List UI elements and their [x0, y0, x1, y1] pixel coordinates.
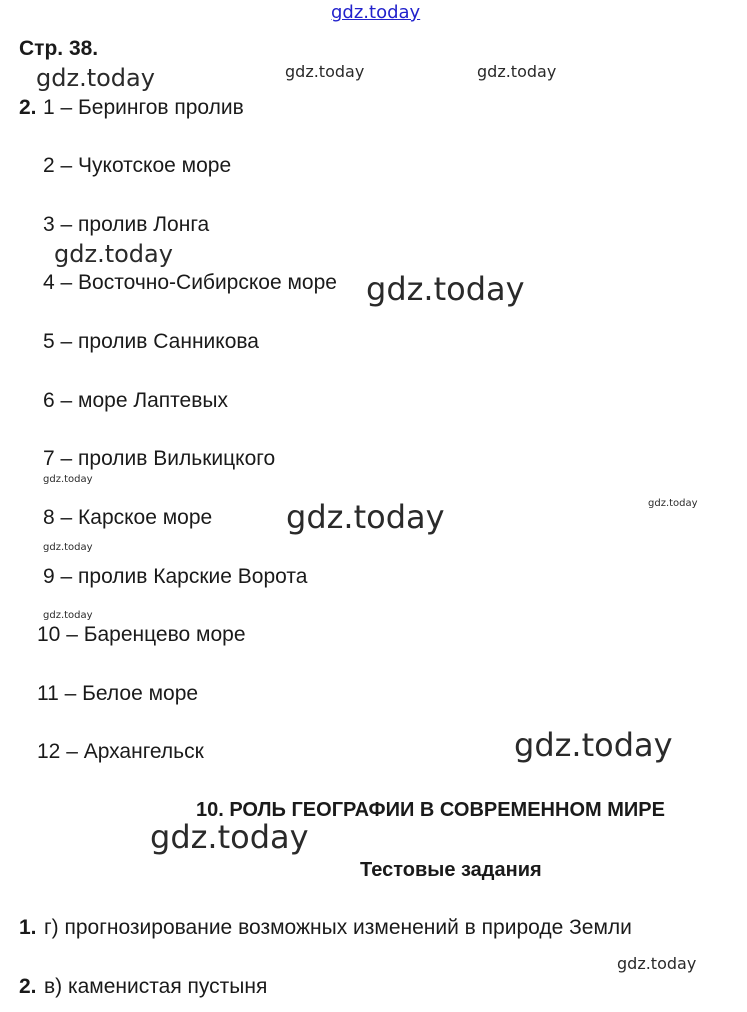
- list-item: 11 – Белое море: [37, 682, 199, 705]
- list-item: 6 – море Лаптевых: [43, 389, 228, 412]
- list-item: 3 – пролив Лонга: [43, 213, 210, 236]
- list-item: 1 – Берингов пролив: [43, 96, 244, 119]
- watermark: gdz.today: [286, 498, 445, 536]
- watermark: gdz.today: [617, 954, 697, 973]
- answer-text: г) прогнозирование возможных изменений в природе Земли: [44, 916, 632, 939]
- subsection-title: Тестовые задания: [360, 859, 542, 881]
- answer-number: 2.: [19, 975, 37, 998]
- list-item: 9 – пролив Карские Ворота: [43, 565, 308, 588]
- list-item: 7 – пролив Вилькицкого: [43, 447, 276, 470]
- question-number: 2.: [19, 96, 37, 119]
- watermark: gdz.today: [366, 270, 525, 308]
- watermark: gdz.today: [43, 542, 93, 553]
- list-item: 5 – пролив Санникова: [43, 330, 259, 353]
- watermark: gdz.today: [54, 240, 173, 268]
- list-item: 8 – Карское море: [43, 506, 213, 529]
- list-item: 4 – Восточно-Сибирское море: [43, 271, 337, 294]
- list-item: 2 – Чукотское море: [43, 154, 232, 177]
- watermark: gdz.today: [36, 64, 155, 92]
- watermark: gdz.today: [477, 62, 557, 81]
- section-title: 10. РОЛЬ ГЕОГРАФИИ В СОВРЕМЕННОМ МИРЕ: [196, 799, 665, 821]
- answer-text: в) каменистая пустыня: [44, 975, 268, 998]
- watermark: gdz.today: [514, 726, 673, 764]
- page-header: Стр. 38.: [19, 37, 99, 60]
- answer-number: 1.: [19, 916, 37, 939]
- watermark: gdz.today: [43, 474, 93, 485]
- watermark: gdz.today: [648, 498, 698, 509]
- watermark-link[interactable]: gdz.today: [331, 2, 421, 23]
- watermark: gdz.today: [43, 610, 93, 621]
- list-item: 10 – Баренцево море: [37, 623, 246, 646]
- list-item: 12 – Архангельск: [37, 740, 204, 763]
- watermark: gdz.today: [150, 818, 309, 856]
- watermark: gdz.today: [285, 62, 365, 81]
